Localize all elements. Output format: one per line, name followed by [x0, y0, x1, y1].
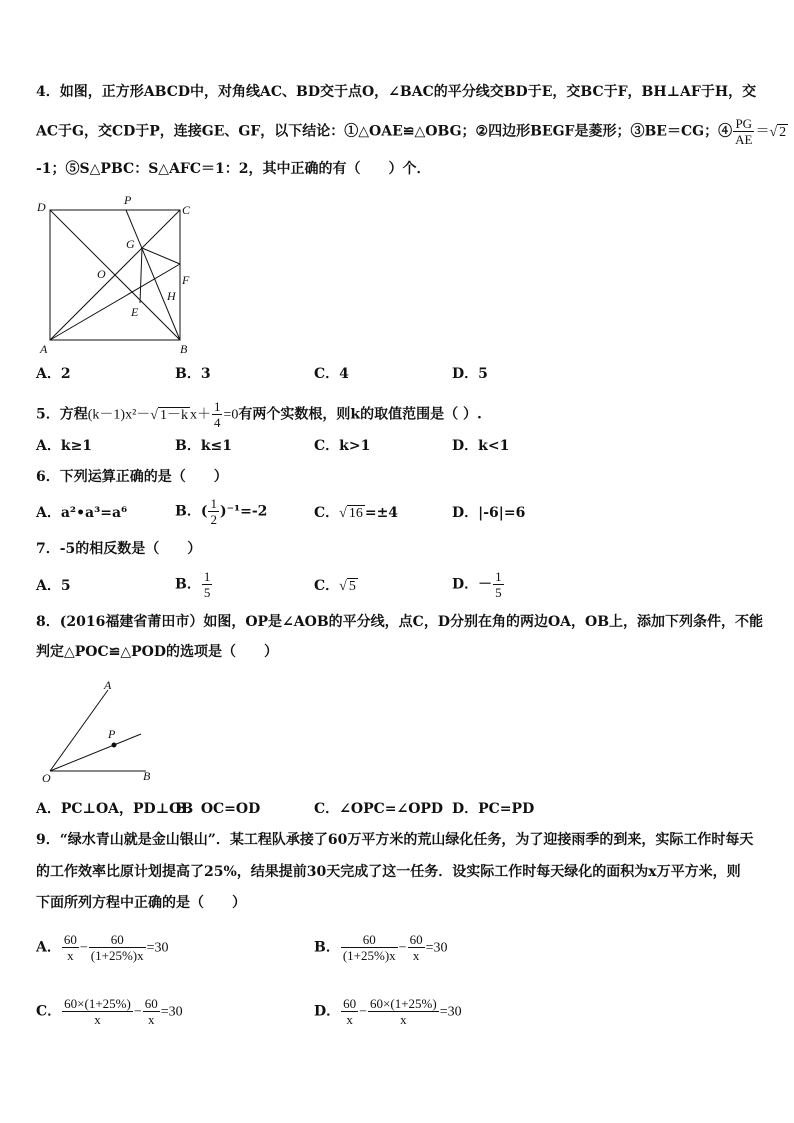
q4-stem-line1: 4．如图，正方形ABCD中，对角线AC、BD交于点O，∠BAC的平分线交BD于E，交BC于F，BH⊥AF于H，交 [36, 84, 757, 100]
q4-option-c-text: 4 [339, 366, 349, 382]
q4-sqrt-val: 2 [779, 124, 787, 140]
q4-label-c: C [182, 203, 191, 217]
q5-post: 有两个实数根，则k的取值范围是（ ）. [238, 406, 482, 423]
q8-figure [36, 676, 166, 786]
q9-option-c-d2: x [147, 1012, 155, 1027]
q4-option-a-letter: A． [36, 366, 61, 382]
q4-label-b: B [180, 342, 188, 356]
q4-option-b-text: 3 [200, 366, 211, 382]
q9-option-d-n1: 60 [343, 996, 357, 1011]
q4-line-ge [140, 248, 142, 303]
q8-option-b[interactable]: B．OC=OD [175, 801, 261, 817]
q7-option-c-pre: C． [314, 578, 340, 594]
q5-eq-part2: x＋ [189, 407, 211, 423]
q5-eq-frac-num: 1 [213, 399, 221, 414]
q4-stem-line2 [36, 116, 788, 147]
q5-option-d[interactable] [452, 437, 509, 455]
q4-option-c-letter: C． [314, 366, 340, 382]
q6-option-b[interactable] [175, 496, 267, 527]
q5-option-a[interactable] [36, 437, 92, 455]
q4-stem-line2-text: AC于G，交CD于P，连接GE、GF，以下结论：①△OAE≌△OBG；②四边形BEGF是菱形；③BE＝CG；④ [36, 123, 733, 140]
q9-option-c-minus: − [133, 1004, 142, 1020]
q4-label-p: P [124, 194, 132, 207]
q6-option-d[interactable]: D．|-6|=6 [452, 505, 526, 521]
q4-option-a[interactable] [36, 365, 71, 383]
q9-option-d-letter: D． [314, 1003, 341, 1020]
q7-option-b-num: 1 [203, 569, 211, 584]
q7-option-d-den: 5 [495, 585, 502, 600]
q7-option-c-sqrt: √ 5 [339, 579, 356, 594]
q4-label-e: E [131, 305, 139, 319]
q9-option-b-frac2 [408, 932, 425, 963]
q7-option-d[interactable] [452, 569, 505, 600]
q9-option-b-frac1 [341, 932, 398, 963]
q6-option-b-post: )⁻¹=-2 [219, 503, 268, 520]
q6-option-b-num: 1 [210, 496, 217, 511]
q6-option-c-sqrt: √ 16 [339, 506, 363, 521]
q8-label-p: P [108, 727, 116, 741]
q9-stem-line3: 下面所列方程中正确的是（ ） [36, 895, 246, 911]
q7-option-d-frac [493, 569, 504, 600]
q9-option-b-d2: x [412, 948, 420, 963]
q9-option-d-minus: − [359, 1004, 368, 1020]
q5-option-a-letter: A． [36, 438, 61, 454]
q4-option-a-text: 2 [60, 366, 71, 382]
q5-option-c[interactable] [314, 437, 370, 455]
q4-label-g: G [126, 237, 135, 251]
q4-option-b[interactable] [175, 365, 211, 383]
q7-option-a[interactable]: A．5 [36, 578, 71, 594]
q9-option-a-letter: A． [36, 939, 61, 956]
q9-option-b-n1: 60 [341, 932, 398, 948]
q4-figure [34, 194, 204, 359]
q4-label-f: F [182, 273, 190, 287]
q6-stem: 6．下列运算正确的是（ ） [36, 469, 228, 485]
q5-option-a-text: k≥1 [60, 438, 93, 454]
q5-option-c-text: k>1 [339, 438, 371, 454]
q7-option-b-pre: B． [175, 576, 201, 593]
q9-option-b-rhs: =30 [425, 940, 448, 956]
q5-option-b-text: k≤1 [200, 438, 233, 454]
q9-stem-line2: 的工作效率比原计划提高了25%，结果提前30天完成了这一任务．设实际工作时每天绿化的面积为x万平方米，则 [36, 864, 741, 880]
q5-eq-part1: (k－1)x²－ [87, 407, 151, 423]
q8-label-o: O [42, 771, 51, 785]
q9-option-a-d1: x [67, 948, 74, 963]
q9-option-c-n2: 60 [144, 996, 158, 1011]
q9-option-a[interactable] [36, 932, 169, 963]
q9-option-c-rhs: =30 [160, 1004, 183, 1020]
q6-option-b-pre: B．( [175, 503, 208, 520]
q9-option-c-frac1 [62, 996, 133, 1027]
q9-option-b-minus: − [398, 940, 407, 956]
q9-option-c-letter: C． [36, 1003, 62, 1020]
q5-option-b-letter: B． [175, 438, 201, 454]
q5-eq-frac [212, 399, 223, 430]
q7-option-c-sqrt-val: 5 [348, 579, 356, 594]
q9-option-a-minus: − [79, 940, 88, 956]
q6-option-b-frac [208, 496, 219, 527]
q4-option-d[interactable] [452, 365, 488, 383]
q4-sqrt: √ 2 [769, 124, 787, 140]
q9-option-d-d2: x [400, 1012, 407, 1027]
q7-option-b-frac [202, 569, 213, 600]
q4-frac-den: AE [735, 132, 753, 147]
q8-label-b: B [143, 769, 151, 783]
q6-option-c-post: =±4 [364, 505, 399, 521]
q4-line-bp [126, 210, 180, 340]
q9-option-c[interactable] [36, 996, 183, 1027]
q9-option-b-letter: B． [314, 939, 340, 956]
q9-option-a-frac2 [89, 932, 146, 963]
q5-eq-part3: =0 [223, 407, 239, 423]
q9-option-d-frac2 [368, 996, 439, 1027]
q9-option-b[interactable] [314, 932, 447, 963]
q9-option-a-frac1 [62, 932, 79, 963]
q9-option-d[interactable] [314, 996, 462, 1027]
q4-option-d-text: 5 [478, 366, 488, 382]
q4-stem-line3: -1；⑤S△PBC：S△AFC＝1：2，其中正确的有（ ）个． [36, 161, 431, 177]
q4-label-h: H [167, 289, 176, 303]
q9-option-c-n1: 60×(1+25%) [64, 996, 131, 1011]
q5-pre: 5．方程 [36, 406, 88, 423]
q5-stem [36, 399, 482, 430]
q5-eq-frac-den: 4 [213, 415, 221, 430]
q9-option-c-frac2 [143, 996, 160, 1027]
q6-option-b-den: 2 [210, 512, 217, 527]
q9-option-d-n2: 60×(1+25%) [370, 996, 437, 1011]
q6-option-c-sqrt-val: 16 [348, 506, 363, 521]
q4-frac-eq: ＝ [755, 124, 770, 140]
q7-option-b-den: 5 [203, 585, 211, 600]
q9-option-a-n2: 60 [89, 932, 146, 948]
q4-option-d-letter: D． [452, 366, 479, 382]
q4-fraction [733, 116, 754, 147]
q8-stem-line1: 8．(2016福建省莆田市）如图，OP是∠AOB的平分线，点C，D分别在角的两边OA，OB上，添加下列条件，不能 [36, 614, 764, 630]
q5-eq-sqrt: √ 1－k [150, 407, 188, 423]
q5-option-d-text: k<1 [478, 438, 510, 454]
q4-option-c[interactable] [314, 365, 349, 383]
q7-option-d-pre: D．－ [452, 576, 493, 593]
q6-option-c[interactable] [314, 504, 398, 523]
q9-option-b-d1: (1+25%)x [342, 948, 396, 963]
q8-option-d[interactable]: D．PC=PD [452, 801, 535, 817]
q4-label-a: A [40, 342, 48, 356]
q9-option-d-rhs: =30 [439, 1004, 462, 1020]
q9-option-a-n1: 60 [63, 932, 77, 947]
q7-option-d-num: 1 [495, 569, 502, 584]
q7-stem: 7．-5的相反数是（ ） [36, 541, 202, 557]
q9-option-a-d2: (1+25%)x [90, 948, 144, 963]
q8-point-p [112, 743, 117, 748]
q7-option-b[interactable] [175, 569, 213, 600]
q9-option-d-d1: x [346, 1012, 353, 1027]
q4-option-b-letter: B． [175, 366, 201, 382]
q4-label-o: O [97, 267, 106, 281]
q8-option-a[interactable]: A．PC⊥OA，PD⊥OB [36, 801, 194, 817]
q9-stem-line1: 9．“绿水青山就是金山银山”．某工程队承接了60万平方米的荒山绿化任务，为了迎接雨季的到来，实际工作时每天 [36, 832, 754, 848]
q5-option-c-letter: C． [314, 438, 340, 454]
q9-option-a-rhs: =30 [146, 940, 169, 956]
q7-option-c[interactable] [314, 577, 358, 596]
q9-option-d-frac1 [341, 996, 358, 1027]
q9-option-b-n2: 60 [409, 932, 423, 947]
q9-option-c-d1: x [94, 1012, 101, 1027]
q4-label-d: D [37, 200, 46, 214]
q6-option-a[interactable]: A．a²•a³=a⁶ [36, 505, 128, 521]
q5-option-b[interactable] [175, 437, 232, 455]
q8-label-a: A [104, 678, 112, 692]
q5-eq-sqrt-val: 1－k [159, 407, 188, 423]
q5-option-d-letter: D． [452, 438, 479, 454]
q8-option-c[interactable]: C．∠OPC=∠OPD [314, 801, 444, 817]
q4-frac-num: PG [733, 116, 754, 132]
q6-option-c-pre: C． [314, 505, 340, 521]
q8-stem-line2: 判定△POC≌△POD的选项是（ ） [36, 644, 278, 660]
